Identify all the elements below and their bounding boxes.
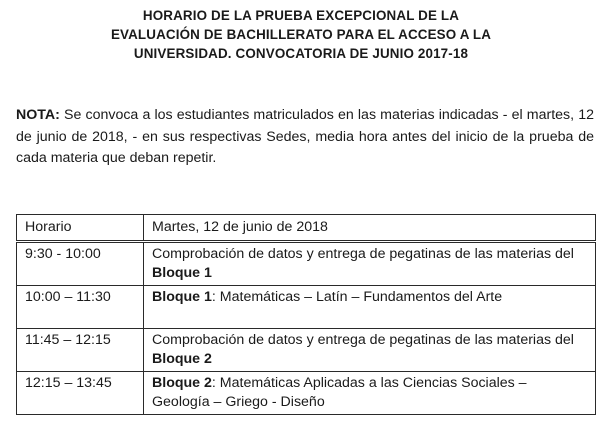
row-description [144,329,596,372]
header-horario: Horario [17,215,144,242]
row-time: 9:30 - 10:00 [17,242,144,286]
row-bloque: Bloque 2 [152,375,212,391]
nota-paragraph [16,105,594,170]
row-text-before: Comprobación de datos y entrega de pegatinas de las materias del [152,246,574,262]
nota-text-before: Se convoca a los estudiantes matriculados en las materias indicadas - el martes, [59,107,579,123]
header-day: Martes, 12 de junio de 2018 [144,215,596,242]
title-line-1: HORARIO DE LA PRUEBA EXCEPCIONAL DE LA [142,8,460,23]
title-line-3: UNIVERSIDAD. CONVOCATORIA DE JUNIO 2017-18 [133,46,469,61]
row-bloque: Bloque 2 [152,351,212,367]
row-text-after: : Matemáticas Aplicadas a las Ciencias Sociales – Geología – Griego - Diseño [152,375,527,410]
row-description [144,372,596,415]
nota-date: 12 de junio de 2018, [16,107,594,145]
row-description [144,286,596,329]
row-time: 10:00 – 11:30 [17,286,144,329]
row-time: 12:15 – 13:45 [17,372,144,415]
table-row [17,242,596,286]
table-row [17,286,596,329]
row-bloque: Bloque 1 [152,265,212,281]
row-text-before: Comprobación de datos y entrega de pegatinas de las materias del [152,332,574,348]
nota-label: NOTA: [16,107,60,123]
row-text-after: : Matemáticas – Latín – Fundamentos del Arte [211,289,503,305]
table-row [17,372,596,415]
schedule-table [16,214,596,415]
row-description [144,242,596,286]
title-line-2: EVALUACIÓN DE BACHILLERATO PARA EL ACCESO A LA [110,27,492,42]
schedule-header-row [17,215,596,242]
table-row [17,329,596,372]
nota-text-after: - en sus respectivas Sedes, media hora antes del inicio de la prueba de cada materia que deban repetir. [16,128,595,166]
row-bloque: Bloque 1 [152,289,212,305]
document-title [0,6,602,63]
row-time: 11:45 – 12:15 [17,329,144,372]
